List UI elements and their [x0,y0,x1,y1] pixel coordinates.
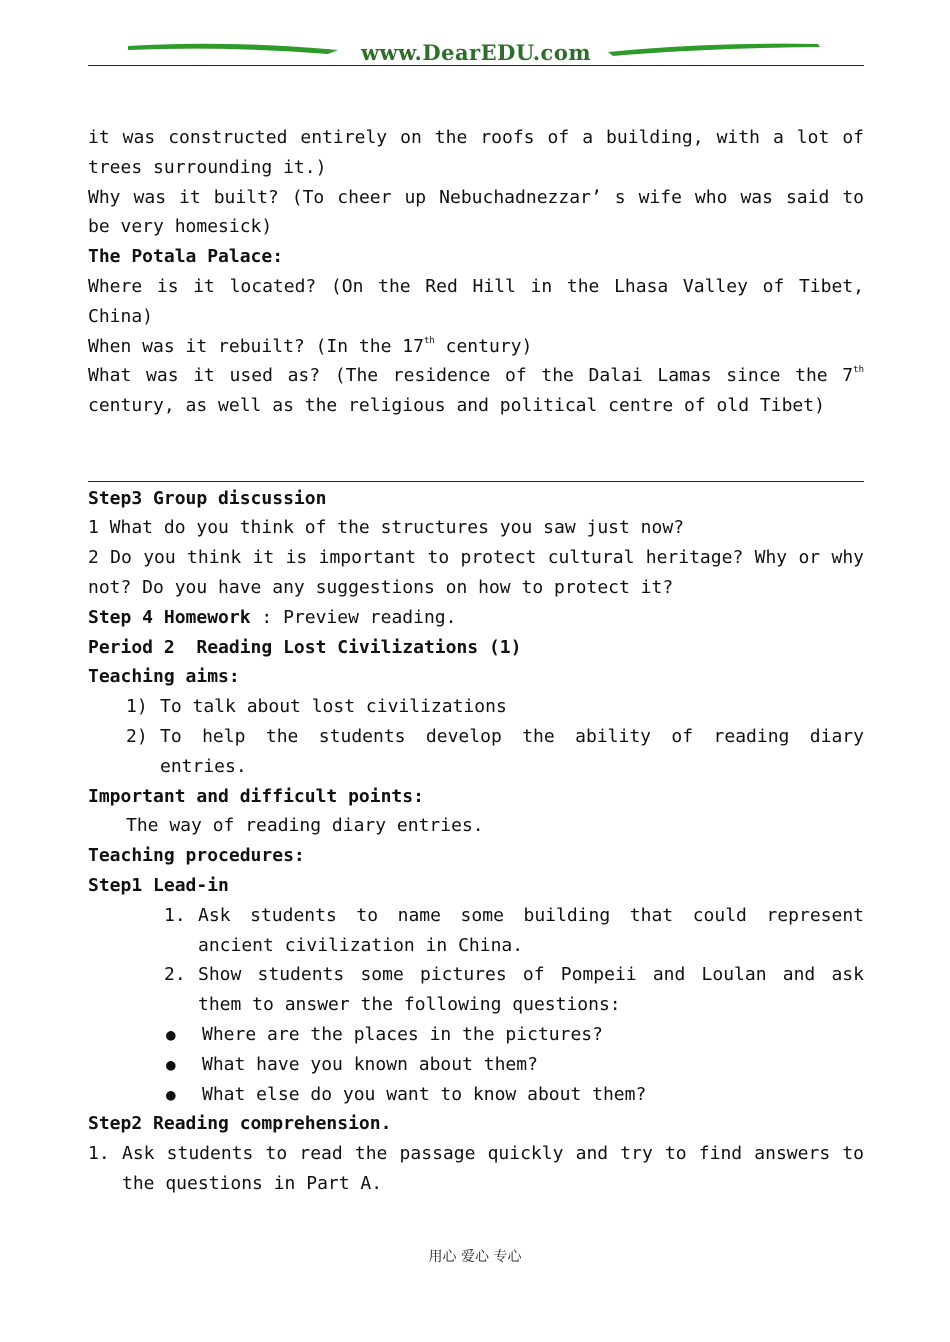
text-line: century, as well as the religious and political centre of old Tibet) [88,395,825,417]
text-line: China) [88,305,154,327]
list-number: 2) [126,725,148,747]
text-line: trees surrounding it.) [88,156,327,178]
list-number: 2. [164,964,186,986]
text-line: not? Do you have any suggestions on how to protect it? [88,576,674,598]
list-item [88,1139,864,1169]
list-text: Ask students to name some building that could represent [198,904,864,926]
list-item [88,901,864,931]
text-segment: When was it rebuilt? (In the 17 [88,335,424,357]
superscript: th [853,365,864,376]
list-text: Show students some pictures of Pompeii and Loulan and ask [198,964,864,986]
bullet-text: What have you known about them? [202,1053,538,1075]
text-line: 2 Do you think it is important to protect cultural heritage? Why or why [88,547,864,569]
list-text-continued: ancient civilization in China. [198,934,524,956]
section-heading-step1: Step1 Lead-in [88,874,229,896]
bullet-item [88,1050,864,1080]
bullet-item [88,1020,864,1050]
list-item [88,960,864,990]
text-line: it was constructed entirely on the roofs of a building, with a lot of [88,127,864,148]
text-segment: century) [434,335,533,357]
header-rule [88,65,864,66]
section-heading-aims: Teaching aims: [88,666,240,688]
page-header [88,30,864,70]
list-text-continued: them to answer the following questions: [198,994,621,1016]
bullet-icon: ● [166,1084,176,1104]
section-heading-points: Important and difficult points: [88,785,424,807]
bullet-item [88,1080,864,1110]
text-line [88,603,864,633]
list-number: 1. [164,904,186,926]
list-text-continued: the questions in Part A. [122,1172,383,1194]
section-heading-period2: Period 2 Reading Lost Civilizations (1) [88,636,522,658]
document-body [88,123,864,1199]
list-item [88,722,864,752]
bullet-text: What else do you want to know about them? [202,1083,647,1105]
section-heading-step4: Step 4 Homework [88,606,251,628]
list-text: To talk about lost civilizations [160,696,507,718]
bullet-icon: ● [166,1024,176,1044]
text-line: Why was it built? (To cheer up Nebuchadnezzar’ s wife who was said to [88,186,864,208]
text-line [88,361,864,391]
text-segment: : Preview reading. [250,606,457,628]
text-line: The way of reading diary entries. [126,815,484,837]
list-item [88,692,864,722]
page-footer: 用心 爱心 专心 [428,1249,522,1265]
header-site-logo: www.DearEDU.com [360,40,592,65]
list-text-continued: entries. [160,755,247,777]
section-heading-step3: Step3 Group discussion [88,487,327,509]
text-line: be very homesick) [88,216,273,238]
text-line: 1 What do you think of the structures you saw just now? [88,517,685,539]
section-heading-potala: The Potala Palace: [88,246,284,268]
list-number: 1. [88,1143,110,1165]
text-line [88,332,864,362]
text-line: Where is it located? (On the Red Hill in the Lhasa Valley of Tibet, [88,275,864,297]
section-heading-step2: Step2 Reading comprehension. [88,1113,392,1135]
section-divider [88,481,864,482]
list-number: 1) [126,696,148,718]
bullet-text: Where are the places in the pictures? [202,1023,603,1045]
superscript: th [423,335,435,346]
section-heading-procedures: Teaching procedures: [88,845,305,867]
text-segment: What was it used as? (The residence of the Dalai Lamas since the 7 [88,365,854,387]
list-text: Ask students to read the passage quickly and try to find answers to [122,1143,864,1165]
bullet-icon: ● [166,1054,176,1074]
list-text: To help the students develop the ability of reading diary [160,725,864,747]
